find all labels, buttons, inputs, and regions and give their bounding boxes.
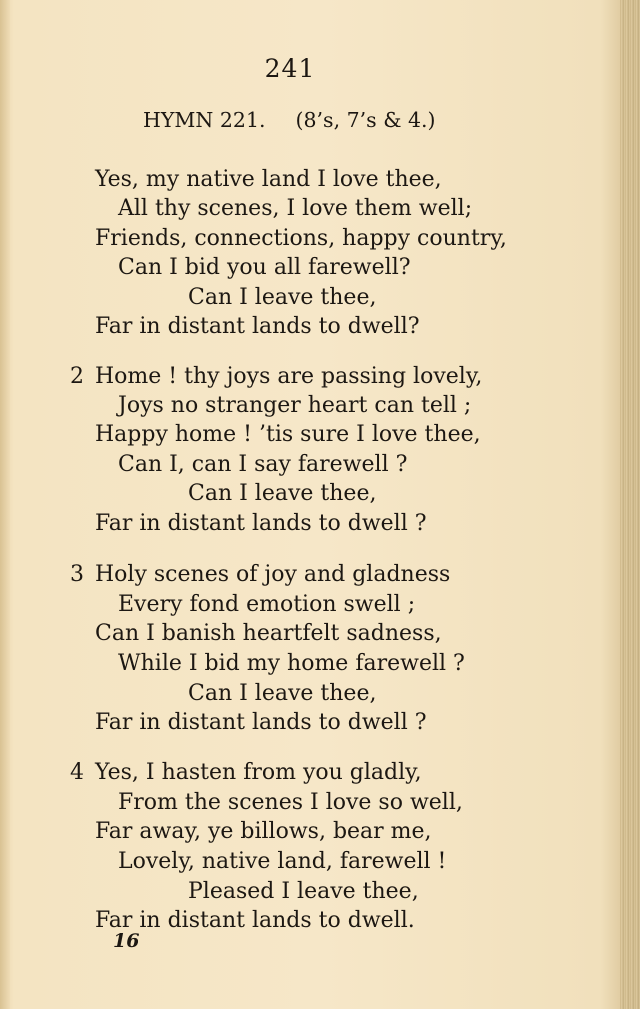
verse-line: While I bid my home farewell ? [118, 651, 465, 676]
verse-line: Can I bid you all farewell? [118, 255, 411, 280]
page-left-edge [0, 0, 10, 1009]
stanza-number: 3 [70, 562, 84, 587]
verse-line: Can I, can I say farewell ? [118, 452, 408, 477]
verse-line: Lovely, native land, farewell ! [118, 849, 447, 874]
verse-line: Far in distant lands to dwell ? [95, 710, 427, 735]
verse-line: Far in distant lands to dwell. [95, 908, 415, 933]
verse-refrain: Can I leave thee, [188, 481, 377, 506]
verse-line: Joys no stranger heart can tell ; [118, 393, 472, 418]
stanza-number: 2 [70, 364, 84, 389]
verse-line: Home ! thy joys are passing lovely, [95, 364, 483, 389]
hymn-title: HYMN 221. [143, 108, 266, 132]
stanza-number: 4 [70, 760, 84, 785]
verse-line: Holy scenes of joy and gladness [95, 562, 451, 587]
hymn-header [143, 108, 436, 132]
verse-line: Happy home ! ’tis sure I love thee, [95, 422, 481, 447]
verse-line: Yes, I hasten from you gladly, [95, 760, 422, 785]
verse-refrain: Can I leave thee, [188, 285, 377, 310]
verse-line: Friends, connections, happy country, [95, 226, 507, 251]
verse-line: Far in distant lands to dwell? [95, 314, 420, 339]
signature-mark: 16 [113, 930, 140, 952]
verse-line: Far away, ye billows, bear me, [95, 819, 432, 844]
verse-line: Yes, my native land I love thee, [95, 167, 442, 192]
verse-line: Every fond emotion swell ; [118, 592, 416, 617]
verse-line: From the scenes I love so well, [118, 790, 463, 815]
hymn-meter: (8’s, 7’s & 4.) [295, 108, 436, 132]
page-number: 241 [264, 54, 316, 83]
verse-line: Far in distant lands to dwell ? [95, 511, 427, 536]
verse-refrain: Pleased I leave thee, [188, 879, 419, 904]
verse-refrain: Can I leave thee, [188, 681, 377, 706]
verse-line: All thy scenes, I love them well; [118, 196, 473, 221]
verse-line: Can I banish heartfelt sadness, [95, 621, 442, 646]
page-right-edge [620, 0, 640, 1009]
